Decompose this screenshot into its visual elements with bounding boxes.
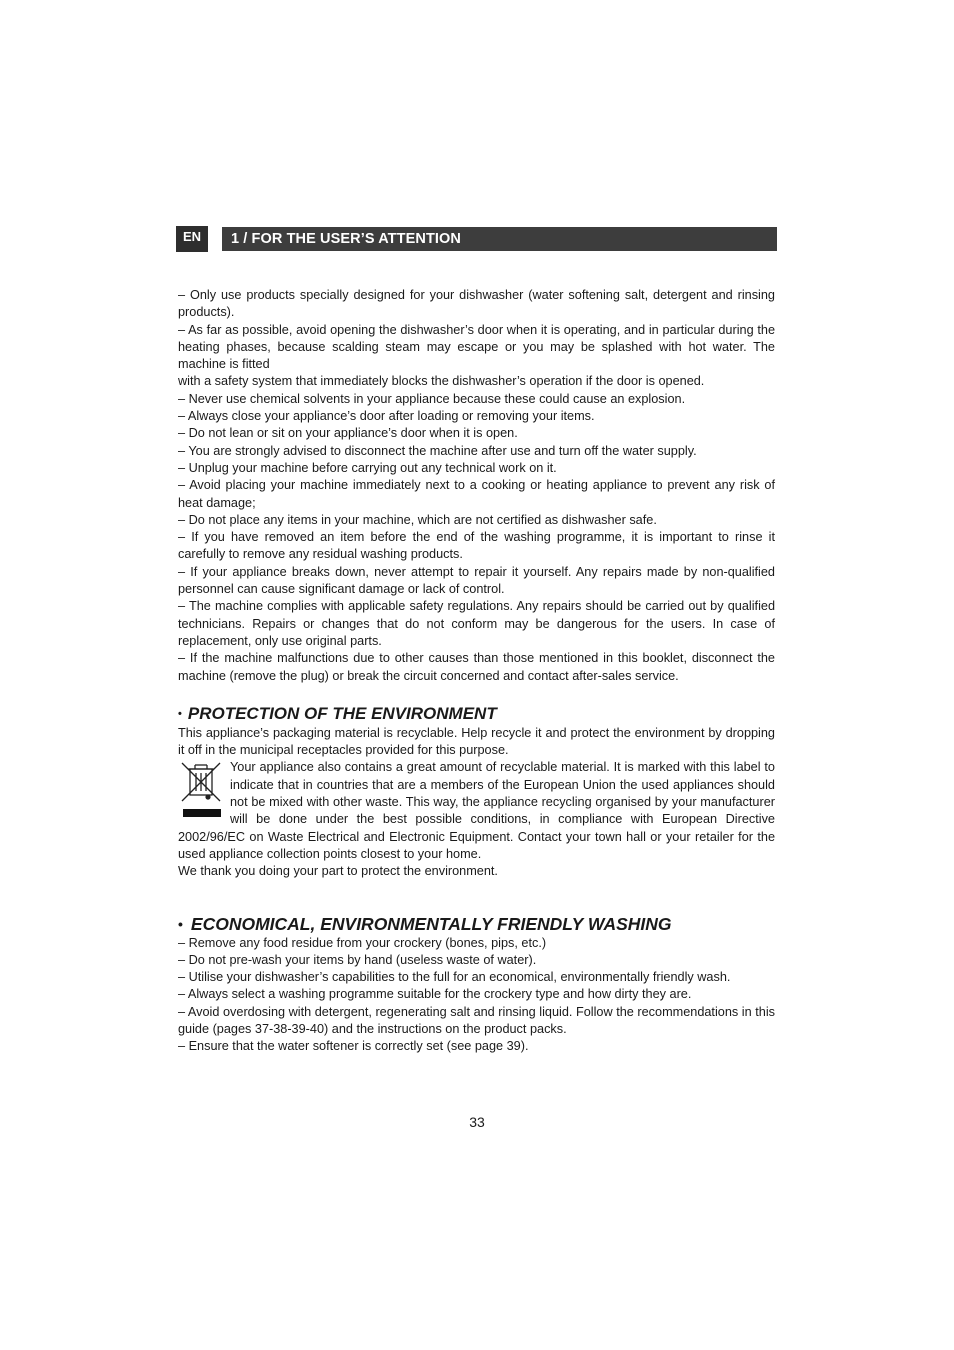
economical-item: – Utilise your dishwasher’s capabilities to the full for an economical, environmentally friendly wash. <box>178 970 731 985</box>
economical-item: – Do not pre-wash your items by hand (useless waste of water). <box>178 952 537 967</box>
heading-bullet: • <box>178 707 182 720</box>
page-number: 33 <box>469 1114 485 1130</box>
crossed-out-wheelie-bin-icon <box>180 759 224 821</box>
economical-list <box>178 935 775 1056</box>
safety-item: – The machine complies with applicable safety regulations. Any repairs should be carried out by qualified technicians. Repairs or changes that do not conform may be dangerous for the users. In case of replacement, only use original parts. <box>178 599 775 648</box>
safety-item: – If you have removed an item before the end of the washing programme, it is important to rinse it carefully to remove any residual washing products. <box>178 530 775 562</box>
environment-heading-text: PROTECTION OF THE ENVIRONMENT <box>187 703 497 723</box>
page-content <box>178 287 775 1056</box>
economical-heading <box>178 913 775 935</box>
safety-item: – Avoid placing your machine immediately next to a cooking or heating appliance to prevent any risk of heat damage; <box>178 478 775 510</box>
weee-block <box>178 759 775 863</box>
section-header <box>222 227 777 251</box>
safety-item: – As far as possible, avoid opening the dishwasher’s door when it is operating, and in particular during the heating phases, because scalding steam may escape or you may be splashed with hot water. The machine is fitted <box>178 322 775 372</box>
weee-text: Your appliance also contains a great amount of recyclable material. It is marked with this label to indicate that in countries that are a members of the European Union the used appliances should not be mixed with other waste. This way, the appliance recycling organised by your manufacturer will be done under the best possible conditions, in compliance with European Directive 2002/96/EC on Waste Electrical and Electronic Equipment. Contact your town hall or your retailer for the used appliance collection points closest to your home. <box>178 760 775 861</box>
economical-item: – Avoid overdosing with detergent, regenerating salt and rinsing liquid. Follow the recommendations in this guide (pages 37-38-39-40) and the instructions on the product packs. <box>178 1004 775 1036</box>
heading-bullet: • <box>178 915 183 932</box>
safety-item: – Never use chemical solvents in your appliance because these could cause an explosion. <box>178 391 686 406</box>
language-badge: EN <box>176 226 208 252</box>
economical-heading-text: ECONOMICAL, ENVIRONMENTALLY FRIENDLY WASHING <box>190 913 672 934</box>
safety-item: – Do not place any items in your machine, which are not certified as dishwasher safe. <box>178 512 657 527</box>
safety-item: with a safety system that immediately blocks the dishwasher’s operation if the door is opened. <box>178 374 705 389</box>
safety-item: – Always close your appliance’s door after loading or removing your items. <box>178 409 595 424</box>
environment-thanks: We thank you doing your part to protect the environment. <box>178 864 498 879</box>
safety-list <box>178 287 775 685</box>
environment-intro: This appliance’s packaging material is recyclable. Help recycle it and protect the environment by dropping it off in the municipal receptacles provided for this purpose. <box>178 725 775 758</box>
section-header-title: 1 / FOR THE USER’S ATTENTION <box>231 231 461 247</box>
environment-heading <box>178 703 775 725</box>
safety-item: – You are strongly advised to disconnect the machine after use and turn off the water supply. <box>178 443 697 458</box>
safety-item: – If the machine malfunctions due to other causes than those mentioned in this booklet, disconnect the machine (remove the plug) or break the circuit concerned and contact after-sales service. <box>178 651 775 683</box>
economical-item: – Ensure that the water softener is correctly set (see page 39). <box>178 1039 529 1054</box>
safety-item: – Only use products specially designed for your dishwasher (water softening salt, detergent and rinsing products). <box>178 288 775 320</box>
economical-item: – Remove any food residue from your crockery (bones, pips, etc.) <box>178 935 547 950</box>
safety-item: – If your appliance breaks down, never attempt to repair it yourself. Any repairs made by non-qualified personnel can cause significant damage or lack of control. <box>178 564 775 597</box>
safety-item: – Do not lean or sit on your appliance’s door when it is open. <box>178 426 518 441</box>
economical-item: – Always select a washing programme suitable for the crockery type and how dirty they are. <box>178 987 692 1002</box>
safety-item: – Unplug your machine before carrying out any technical work on it. <box>178 460 557 475</box>
